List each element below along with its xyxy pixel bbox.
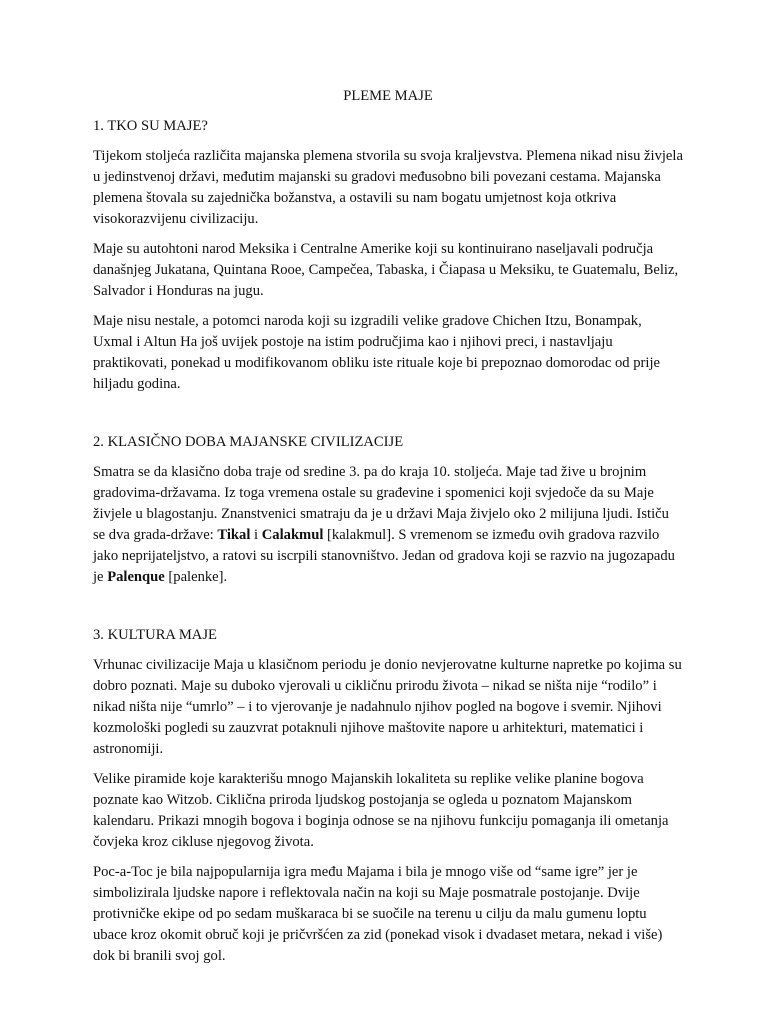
section-heading-3: 3. KULTURA MAJE [93,627,217,643]
bold-term-calakmul: Calakmul [261,527,324,543]
document-page [93,86,683,976]
paragraph: Velike piramide koje karakterišu mnogo Majanskih lokaliteta su replike velike planine bogova poznate kao Witzob. Ciklična priroda ljudskog postojanja se ogleda u poznatom Majanskom kalendaru. Prikazi mnogih bogova i boginja odnose se na njihovu funkciju pomaganja ili ometanja čovjeka kroz cikluse njegovog života. [93,771,669,850]
bold-term-tikal: Tikal [217,527,251,543]
section-gap [93,404,683,432]
paragraph-text: [palenke]. [164,569,228,585]
paragraph: Vrhunac civilizacije Maja u klasičnom periodu je donio nevjerovatne kulturne napretke po kojima su dobro poznati. Maje su duboko vjerovali u cikličnu prirodu života – nikad se ništa nije “rodilo” i nikad ništa nije “umrlo” – i to vjerovanje je nadahnulo njihov pogled na bogove i svemir. Njihovi kozmološki pogledi su zauzvrat potaknuli njihove maštovite napore u arhitekturi, matematici i astronomiji. [93,657,682,757]
paragraph [93,462,683,588]
paragraph-text: i [250,527,262,543]
section-heading-1: 1. TKO SU MAJE? [93,118,208,134]
section-heading-2: 2. KLASIČNO DOBA MAJANSKE CIVILIZACIJE [93,434,404,450]
paragraph: Maje su autohtoni narod Meksika i Centralne Amerike koji su kontinuirano naseljavali područja današnjeg Jukatana, Quintana Rooe, Campečea, Tabaska, i Čiapasa u Meksiku, te Guatemalu, Beliz, Salvador i Honduras na jugu. [93,241,679,299]
paragraph: Tijekom stoljeća različita majanska plemena stvorila su svoja kraljevstva. Plemena nikad nisu živjela u jedinstvenoj državi, međutim majanski su gradovi međusobno bili povezani cestama. Majanska plemena štovala su zajednička božanstva, a ostavili su nam bogatu umjetnost koja otkriva visokorazvijenu civilizaciju. [93,148,683,227]
document-title: PLEME MAJE [343,88,433,104]
section-gap [93,597,683,625]
paragraph: Poc-a-Toc je bila najpopularnija igra među Majama i bila je mnogo više od “same igre” jer je simbolizirala ljudske napore i reflektovala način na koji su Maje posmatrale postojanje. Dvije protivničke ekipe od po sedam muškaraca bi se suočile na terenu u cilju da malu gumenu loptu ubace kroz okomit obruč koji je pričvršćen za zid (ponekad visok i dvadaset metara, nekad i više) dok bi branili svoj gol. [93,864,663,964]
paragraph-text: Smatra se da klasično doba traje od sredine 3. pa do kraja 10. stoljeća. Maje tad žive u brojnim gradovima-državama. Iz toga vremena ostale su građevine i spomenici koji svjedoče da su Maje živjele u blagostanju. Znanstvenici smatraju da je u državi Maja živjelo oko 2 milijuna ljudi. Ističu se dva grada-države: [93,464,669,543]
paragraph: Maje nisu nestale, a potomci naroda koji su izgradili velike gradove Chichen Itzu, Bonampak, Uxmal i Altun Ha još uvijek postoje na istim područjima kao i njihovi preci, i nastavljaju praktikovati, ponekad u modifikovanom obliku iste rituale koje bi prepoznao domorodac od prije hiljadu godina. [93,313,660,392]
paragraph-text: [kalakmul]. S vremenom se između ovih gradova razvilo jako neprijateljstvo, a ratovi su iscrpili stanovništvo. Jedan od gradova koji se razvio na jugozapadu je [93,527,675,585]
bold-term-palenque: Palenque [107,569,165,585]
